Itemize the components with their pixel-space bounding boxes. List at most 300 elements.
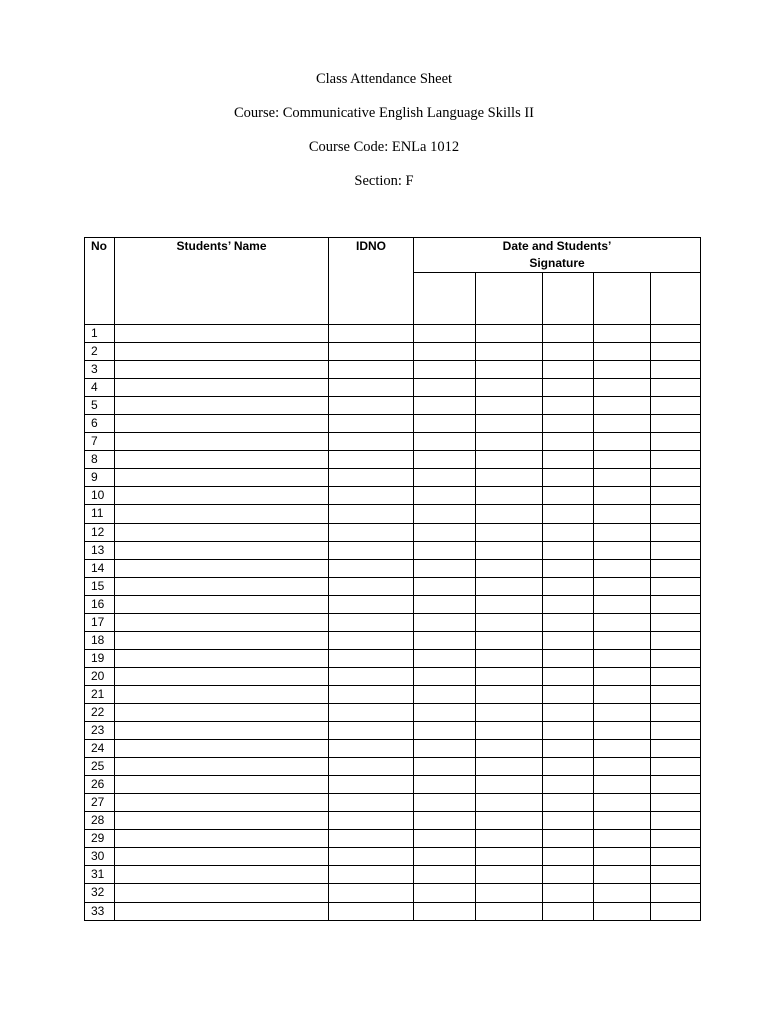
date-subcolumn-header [651, 273, 701, 325]
idno-cell[interactable] [329, 902, 414, 920]
signature-cell[interactable] [414, 523, 476, 541]
signature-cell[interactable] [543, 415, 594, 433]
idno-cell[interactable] [329, 866, 414, 884]
row-number: 26 [85, 776, 115, 794]
signature-cell[interactable] [594, 866, 651, 884]
signature-cell[interactable] [594, 505, 651, 523]
signature-cell[interactable] [651, 794, 701, 812]
signature-cell[interactable] [543, 848, 594, 866]
signature-cell[interactable] [651, 776, 701, 794]
signature-cell[interactable] [414, 722, 476, 740]
signature-cell[interactable] [594, 758, 651, 776]
row-number: 10 [85, 487, 115, 505]
row-number: 32 [85, 884, 115, 902]
row-number: 14 [85, 559, 115, 577]
row-number: 11 [85, 505, 115, 523]
idno-cell[interactable] [329, 397, 414, 415]
student-name-cell[interactable] [115, 812, 329, 830]
signature-cell[interactable] [414, 505, 476, 523]
table-row [85, 487, 701, 505]
signature-cell[interactable] [594, 577, 651, 595]
signature-cell[interactable] [543, 433, 594, 451]
signature-cell[interactable] [594, 361, 651, 379]
date-subcolumn-header [594, 273, 651, 325]
student-name-cell[interactable] [115, 703, 329, 721]
idno-cell[interactable] [329, 794, 414, 812]
signature-cell[interactable] [543, 325, 594, 343]
signature-cell[interactable] [651, 415, 701, 433]
signature-cell[interactable] [414, 361, 476, 379]
course-code: Course Code: ENLa 1012 [308, 139, 460, 155]
signature-cell[interactable] [476, 776, 543, 794]
row-number: 29 [85, 830, 115, 848]
signature-cell[interactable] [543, 703, 594, 721]
signature-cell[interactable] [594, 541, 651, 559]
signature-cell[interactable] [651, 830, 701, 848]
signature-cell[interactable] [594, 325, 651, 343]
student-name-cell[interactable] [115, 740, 329, 758]
signature-cell[interactable] [651, 451, 701, 469]
signature-cell[interactable] [594, 343, 651, 361]
signature-cell[interactable] [594, 433, 651, 451]
table-row [85, 523, 701, 541]
table-row [85, 794, 701, 812]
signature-cell[interactable] [476, 397, 543, 415]
signature-cell[interactable] [414, 379, 476, 397]
signature-cell[interactable] [651, 577, 701, 595]
signature-cell[interactable] [414, 577, 476, 595]
signature-cell[interactable] [543, 776, 594, 794]
table-row [85, 830, 701, 848]
signature-cell[interactable] [476, 613, 543, 631]
signature-cell[interactable] [594, 451, 651, 469]
student-name-cell[interactable] [115, 469, 329, 487]
signature-cell[interactable] [543, 379, 594, 397]
signature-cell[interactable] [651, 722, 701, 740]
signature-cell[interactable] [476, 631, 543, 649]
signature-cell[interactable] [543, 722, 594, 740]
idno-cell[interactable] [329, 812, 414, 830]
signature-cell[interactable] [476, 487, 543, 505]
signature-cell[interactable] [476, 523, 543, 541]
idno-cell[interactable] [329, 541, 414, 559]
student-name-cell[interactable] [115, 794, 329, 812]
student-name-cell[interactable] [115, 379, 329, 397]
signature-cell[interactable] [414, 559, 476, 577]
student-name-cell[interactable] [115, 325, 329, 343]
signature-cell[interactable] [543, 667, 594, 685]
signature-cell[interactable] [476, 469, 543, 487]
idno-cell[interactable] [329, 343, 414, 361]
signature-cell[interactable] [476, 415, 543, 433]
student-name-cell[interactable] [115, 902, 329, 920]
row-number: 3 [85, 361, 115, 379]
student-name-cell[interactable] [115, 577, 329, 595]
student-name-cell[interactable] [115, 758, 329, 776]
idno-cell[interactable] [329, 776, 414, 794]
signature-cell[interactable] [476, 812, 543, 830]
date-subcolumn-header [543, 273, 594, 325]
student-name-cell[interactable] [115, 595, 329, 613]
table-row [85, 866, 701, 884]
idno-cell[interactable] [329, 740, 414, 758]
table-row [85, 415, 701, 433]
signature-cell[interactable] [543, 451, 594, 469]
signature-cell[interactable] [543, 758, 594, 776]
signature-cell[interactable] [476, 343, 543, 361]
idno-cell[interactable] [329, 451, 414, 469]
signature-cell[interactable] [594, 523, 651, 541]
signature-cell[interactable] [476, 595, 543, 613]
signature-cell[interactable] [594, 469, 651, 487]
signature-cell[interactable] [414, 740, 476, 758]
signature-cell[interactable] [476, 703, 543, 721]
signature-cell[interactable] [414, 794, 476, 812]
signature-cell[interactable] [651, 325, 701, 343]
signature-cell[interactable] [543, 830, 594, 848]
idno-cell[interactable] [329, 667, 414, 685]
signature-cell[interactable] [476, 667, 543, 685]
signature-cell[interactable] [543, 613, 594, 631]
table-row [85, 361, 701, 379]
table-row [85, 325, 701, 343]
signature-cell[interactable] [414, 866, 476, 884]
signature-cell[interactable] [414, 613, 476, 631]
row-number: 2 [85, 343, 115, 361]
signature-cell[interactable] [651, 541, 701, 559]
row-number: 15 [85, 577, 115, 595]
signature-cell[interactable] [414, 902, 476, 920]
signature-cell[interactable] [594, 776, 651, 794]
row-number: 23 [85, 722, 115, 740]
idno-cell[interactable] [329, 722, 414, 740]
idno-cell[interactable] [329, 379, 414, 397]
student-name-cell[interactable] [115, 541, 329, 559]
idno-cell[interactable] [329, 884, 414, 902]
signature-cell[interactable] [476, 685, 543, 703]
signature-cell[interactable] [543, 884, 594, 902]
student-name-cell[interactable] [115, 649, 329, 667]
signature-cell[interactable] [543, 469, 594, 487]
row-number: 19 [85, 649, 115, 667]
table-row [85, 613, 701, 631]
student-name-cell[interactable] [115, 487, 329, 505]
signature-cell[interactable] [594, 685, 651, 703]
signature-cell[interactable] [414, 631, 476, 649]
signature-cell[interactable] [543, 559, 594, 577]
signature-cell[interactable] [651, 703, 701, 721]
signature-cell[interactable] [651, 866, 701, 884]
row-number: 33 [85, 902, 115, 920]
date-header-line1: Date and Students’ [502, 239, 612, 253]
signature-cell[interactable] [476, 433, 543, 451]
signature-cell[interactable] [543, 487, 594, 505]
student-name-cell[interactable] [115, 343, 329, 361]
student-name-cell[interactable] [115, 397, 329, 415]
signature-cell[interactable] [651, 884, 701, 902]
signature-cell[interactable] [476, 740, 543, 758]
signature-cell[interactable] [414, 469, 476, 487]
signature-cell[interactable] [476, 866, 543, 884]
idno-cell[interactable] [329, 830, 414, 848]
signature-cell[interactable] [651, 505, 701, 523]
signature-cell[interactable] [414, 776, 476, 794]
student-name-cell[interactable] [115, 848, 329, 866]
student-name-cell[interactable] [115, 722, 329, 740]
signature-cell[interactable] [476, 830, 543, 848]
row-number: 25 [85, 758, 115, 776]
signature-cell[interactable] [651, 740, 701, 758]
signature-cell[interactable] [651, 559, 701, 577]
signature-cell[interactable] [476, 848, 543, 866]
signature-cell[interactable] [651, 433, 701, 451]
signature-cell[interactable] [543, 685, 594, 703]
signature-cell[interactable] [651, 613, 701, 631]
table-row [85, 812, 701, 830]
signature-cell[interactable] [594, 559, 651, 577]
idno-cell[interactable] [329, 685, 414, 703]
student-name-cell[interactable] [115, 667, 329, 685]
signature-cell[interactable] [476, 649, 543, 667]
signature-cell[interactable] [651, 685, 701, 703]
signature-cell[interactable] [476, 559, 543, 577]
table-row [85, 433, 701, 451]
signature-cell[interactable] [543, 505, 594, 523]
row-number: 8 [85, 451, 115, 469]
signature-cell[interactable] [651, 343, 701, 361]
signature-cell[interactable] [414, 667, 476, 685]
student-name-cell[interactable] [115, 523, 329, 541]
signature-cell[interactable] [414, 487, 476, 505]
signature-cell[interactable] [651, 631, 701, 649]
table-row [85, 577, 701, 595]
signature-cell[interactable] [651, 469, 701, 487]
signature-cell[interactable] [414, 848, 476, 866]
idno-cell[interactable] [329, 703, 414, 721]
signature-cell[interactable] [414, 884, 476, 902]
table-row [85, 848, 701, 866]
signature-cell[interactable] [594, 397, 651, 415]
signature-cell[interactable] [414, 703, 476, 721]
signature-cell[interactable] [594, 487, 651, 505]
table-row [85, 703, 701, 721]
row-number: 6 [85, 415, 115, 433]
row-number: 21 [85, 685, 115, 703]
signature-cell[interactable] [594, 595, 651, 613]
attendance-table [84, 237, 701, 921]
signature-cell[interactable] [594, 631, 651, 649]
signature-cell[interactable] [414, 541, 476, 559]
table-row [85, 667, 701, 685]
signature-cell[interactable] [651, 848, 701, 866]
idno-cell[interactable] [329, 758, 414, 776]
student-name-cell[interactable] [115, 830, 329, 848]
signature-cell[interactable] [594, 722, 651, 740]
idno-cell[interactable] [329, 649, 414, 667]
signature-cell[interactable] [594, 830, 651, 848]
signature-cell[interactable] [543, 541, 594, 559]
signature-cell[interactable] [651, 397, 701, 415]
signature-cell[interactable] [543, 740, 594, 758]
idno-cell[interactable] [329, 559, 414, 577]
table-row [85, 740, 701, 758]
signature-cell[interactable] [651, 758, 701, 776]
signature-cell[interactable] [594, 703, 651, 721]
row-number: 1 [85, 325, 115, 343]
signature-cell[interactable] [476, 325, 543, 343]
signature-cell[interactable] [476, 451, 543, 469]
idno-cell[interactable] [329, 613, 414, 631]
student-name-cell[interactable] [115, 361, 329, 379]
idno-cell[interactable] [329, 848, 414, 866]
row-number: 13 [85, 541, 115, 559]
signature-cell[interactable] [594, 415, 651, 433]
signature-cell[interactable] [651, 595, 701, 613]
signature-cell[interactable] [594, 848, 651, 866]
signature-cell[interactable] [414, 397, 476, 415]
idno-cell[interactable] [329, 487, 414, 505]
signature-cell[interactable] [476, 541, 543, 559]
signature-cell[interactable] [543, 631, 594, 649]
signature-cell[interactable] [651, 523, 701, 541]
student-name-cell[interactable] [115, 415, 329, 433]
signature-cell[interactable] [651, 649, 701, 667]
table-row [85, 902, 701, 920]
idno-cell[interactable] [329, 595, 414, 613]
signature-cell[interactable] [414, 325, 476, 343]
student-name-cell[interactable] [115, 631, 329, 649]
date-subcolumn-header [476, 273, 543, 325]
row-number: 9 [85, 469, 115, 487]
table-row [85, 451, 701, 469]
idno-cell[interactable] [329, 415, 414, 433]
signature-cell[interactable] [476, 577, 543, 595]
date-header-line2: Signature [529, 256, 585, 270]
signature-cell[interactable] [414, 685, 476, 703]
student-name-cell[interactable] [115, 866, 329, 884]
signature-cell[interactable] [543, 523, 594, 541]
signature-cell[interactable] [476, 361, 543, 379]
column-header-students-name: Students’ Name [115, 238, 329, 325]
idno-cell[interactable] [329, 469, 414, 487]
signature-cell[interactable] [543, 577, 594, 595]
row-number: 22 [85, 703, 115, 721]
table-row [85, 758, 701, 776]
signature-cell[interactable] [476, 794, 543, 812]
signature-cell[interactable] [594, 902, 651, 920]
signature-cell[interactable] [476, 722, 543, 740]
signature-cell[interactable] [594, 649, 651, 667]
signature-cell[interactable] [543, 649, 594, 667]
signature-cell[interactable] [414, 595, 476, 613]
table-row [85, 722, 701, 740]
student-name-cell[interactable] [115, 776, 329, 794]
signature-cell[interactable] [476, 884, 543, 902]
signature-cell[interactable] [414, 343, 476, 361]
student-name-cell[interactable] [115, 505, 329, 523]
signature-cell[interactable] [594, 613, 651, 631]
signature-cell[interactable] [543, 361, 594, 379]
row-number: 5 [85, 397, 115, 415]
idno-cell[interactable] [329, 325, 414, 343]
signature-cell[interactable] [414, 451, 476, 469]
row-number: 24 [85, 740, 115, 758]
idno-cell[interactable] [329, 433, 414, 451]
row-number: 7 [85, 433, 115, 451]
course-name: Course: Communicative English Language Skills II [233, 105, 535, 121]
table-row [85, 649, 701, 667]
signature-cell[interactable] [651, 667, 701, 685]
table-row [85, 631, 701, 649]
signature-cell[interactable] [594, 667, 651, 685]
table-row [85, 469, 701, 487]
student-name-cell[interactable] [115, 559, 329, 577]
signature-cell[interactable] [543, 397, 594, 415]
signature-cell[interactable] [476, 379, 543, 397]
signature-cell[interactable] [651, 361, 701, 379]
idno-cell[interactable] [329, 631, 414, 649]
signature-cell[interactable] [543, 902, 594, 920]
signature-cell[interactable] [476, 902, 543, 920]
signature-cell[interactable] [594, 812, 651, 830]
signature-cell[interactable] [543, 812, 594, 830]
table-row [85, 505, 701, 523]
idno-cell[interactable] [329, 505, 414, 523]
signature-cell[interactable] [414, 830, 476, 848]
column-header-no: No [85, 238, 115, 325]
signature-cell[interactable] [651, 487, 701, 505]
signature-cell[interactable] [594, 740, 651, 758]
signature-cell[interactable] [476, 758, 543, 776]
student-name-cell[interactable] [115, 433, 329, 451]
column-header-idno: IDNO [329, 238, 414, 325]
idno-cell[interactable] [329, 577, 414, 595]
student-name-cell[interactable] [115, 884, 329, 902]
signature-cell[interactable] [594, 379, 651, 397]
signature-cell[interactable] [651, 379, 701, 397]
row-number: 4 [85, 379, 115, 397]
student-name-cell[interactable] [115, 685, 329, 703]
section-label: Section: F [354, 173, 414, 189]
signature-cell[interactable] [543, 794, 594, 812]
signature-cell[interactable] [651, 902, 701, 920]
table-row [85, 343, 701, 361]
signature-cell[interactable] [414, 812, 476, 830]
idno-cell[interactable] [329, 361, 414, 379]
signature-cell[interactable] [543, 343, 594, 361]
idno-cell[interactable] [329, 523, 414, 541]
signature-cell[interactable] [594, 794, 651, 812]
signature-cell[interactable] [594, 884, 651, 902]
signature-cell[interactable] [414, 649, 476, 667]
signature-cell[interactable] [414, 415, 476, 433]
sheet-title: Class Attendance Sheet [315, 71, 453, 87]
signature-cell[interactable] [414, 758, 476, 776]
table-row [85, 559, 701, 577]
student-name-cell[interactable] [115, 451, 329, 469]
signature-cell[interactable] [543, 595, 594, 613]
table-row [85, 397, 701, 415]
table-row [85, 884, 701, 902]
signature-cell[interactable] [476, 505, 543, 523]
table-row [85, 379, 701, 397]
signature-cell[interactable] [651, 812, 701, 830]
signature-cell[interactable] [543, 866, 594, 884]
table-row [85, 595, 701, 613]
student-name-cell[interactable] [115, 613, 329, 631]
row-number: 12 [85, 523, 115, 541]
signature-cell[interactable] [414, 433, 476, 451]
